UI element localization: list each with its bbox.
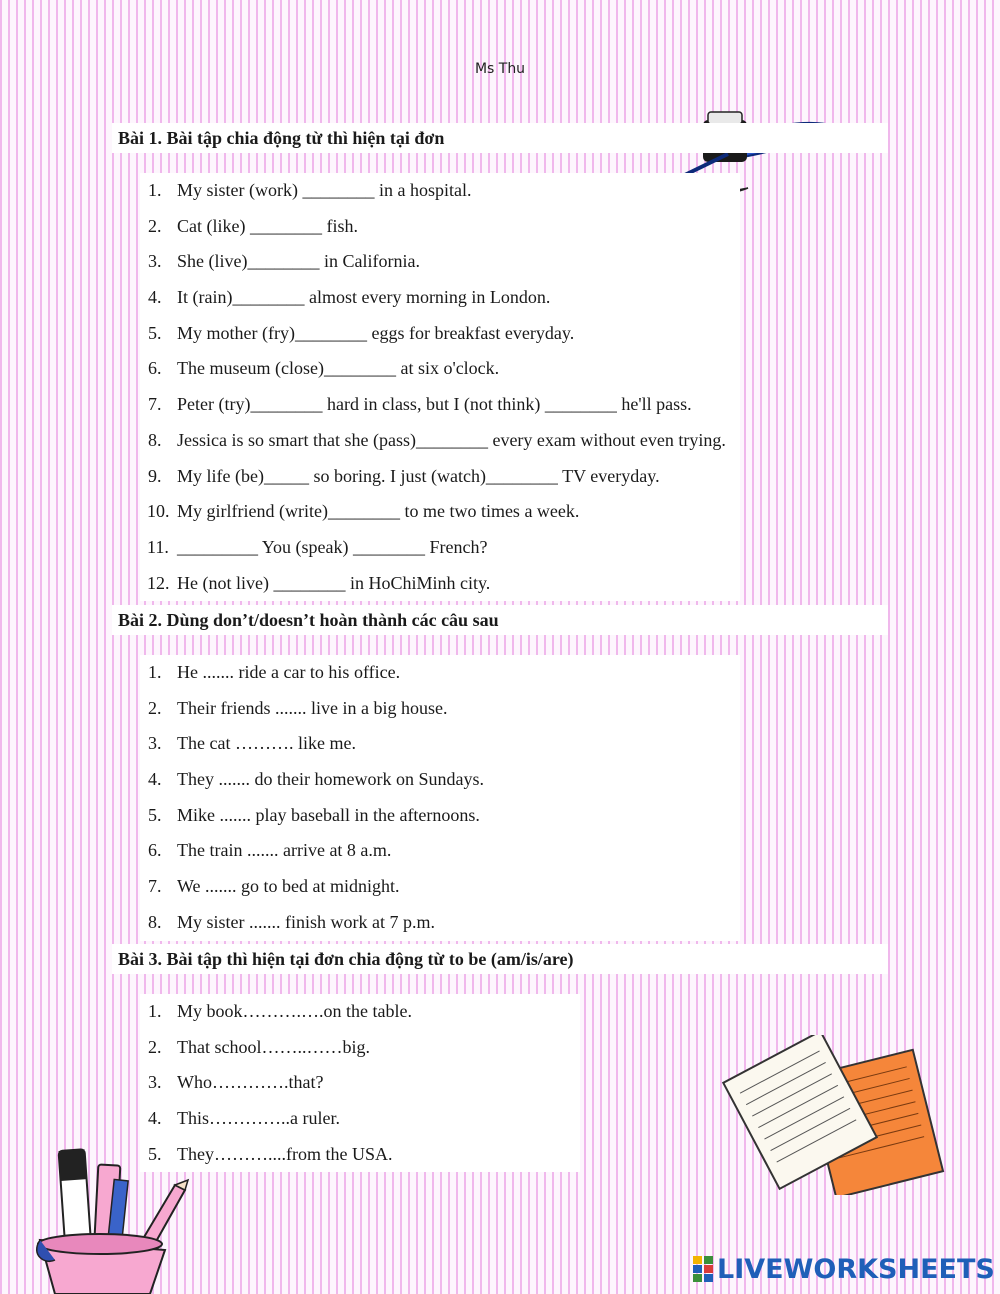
list-item: 3. She (live)________ in California. (148, 251, 420, 272)
list-item: 2. That school……..……big. (148, 1036, 370, 1057)
list-item: 7. We ....... go to bed at midnight. (148, 876, 400, 897)
list-item: 3. The cat ………. like me. (148, 733, 356, 754)
list-item: 2. Cat (like) ________ fish. (148, 215, 358, 236)
list-item: 12. He (not live) ________ in HoChiMinh city. (147, 572, 491, 593)
section-2-title: Bài 2. Dùng don’t/doesn’t hoàn thành các câu sau (112, 605, 888, 635)
author-header: Ms Thu (474, 61, 526, 77)
list-item: 4. They ....... do their homework on Sundays. (148, 769, 484, 790)
list-item: 2. Their friends ....... live in a big house. (148, 697, 448, 718)
section-3-title: Bài 3. Bài tập thì hiện tại đơn chia động từ to be (am/is/are) (112, 944, 888, 974)
list-item: 5. My mother (fry)________ eggs for breakfast everyday. (148, 322, 575, 343)
list-item: 3. Who………….that? (148, 1072, 324, 1093)
list-item: 6. The museum (close)________ at six o'clock. (148, 358, 500, 379)
list-item: 1. My book……….….on the table. (148, 1001, 412, 1021)
list-item: 9. My life (be)_____ so boring. I just (watch)________ TV everyday. (148, 465, 660, 486)
list-item: 5. Mike ....... play baseball in the afternoons. (148, 804, 480, 825)
liveworksheets-brand (693, 1252, 995, 1286)
pencil-cup-icon (0, 1140, 200, 1294)
brand-text: LIVEWORKSHEETS (717, 1253, 995, 1285)
list-item: 5. They………....from the USA. (148, 1143, 393, 1164)
list-item: 8. Jessica is so smart that she (pass)________ every exam without even trying. (148, 429, 726, 450)
section-3-list (140, 994, 580, 1172)
list-item: 1. He ....... ride a car to his office. (148, 662, 401, 682)
section-1-list (140, 173, 740, 601)
section-1-title: Bài 1. Bài tập chia động từ thì hiện tại đơn (112, 123, 888, 153)
list-item: 4. This…………..a ruler. (148, 1108, 340, 1129)
list-item: 7. Peter (try)________ hard in class, but I (not think) ________ he'll pass. (148, 394, 692, 415)
list-item: 10. My girlfriend (write)________ to me two times a week. (147, 501, 580, 522)
list-item: 1. My sister (work) ________ in a hospital. (148, 180, 472, 200)
section-2-list (140, 655, 740, 941)
list-item: 11. _________ You (speak) ________ French? (147, 536, 488, 557)
liveworksheets-logo-icon (693, 1256, 713, 1282)
notepaper-icon (720, 1035, 950, 1195)
list-item: 8. My sister ....... finish work at 7 p.m. (148, 911, 435, 932)
list-item: 6. The train ....... arrive at 8 a.m. (148, 840, 392, 861)
list-item: 4. It (rain)________ almost every morning in London. (148, 287, 551, 308)
